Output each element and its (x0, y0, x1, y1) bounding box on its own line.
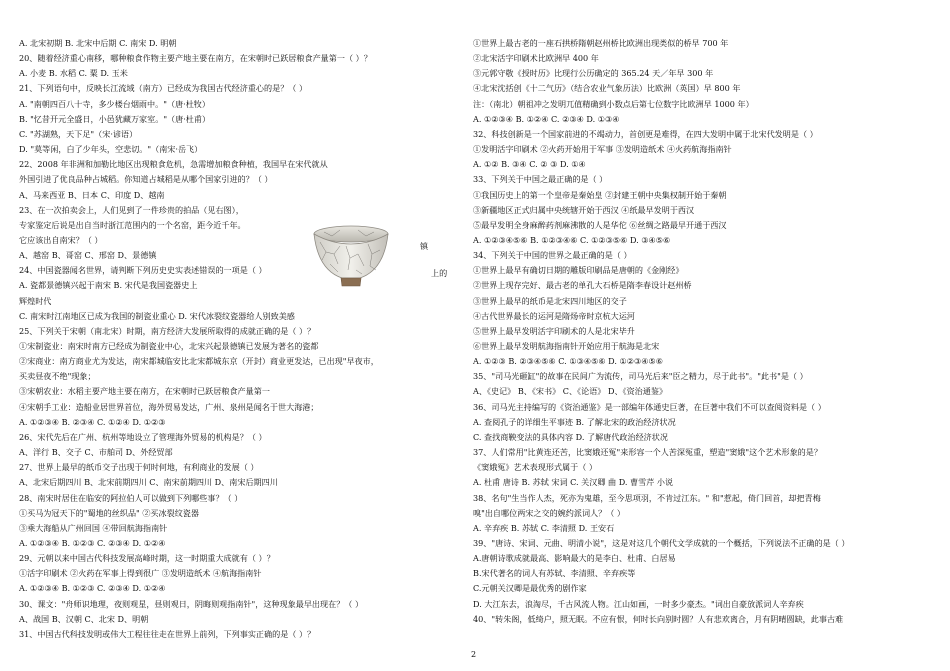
text-line: A. 小麦 B. 水稻 C. 粟 D. 玉米 (19, 68, 128, 79)
text-line: ③乘大海船从广州回国 ④带回航海指南针 (19, 522, 168, 533)
text-line: D. "莫等闲，白了少年头，空悲切。"（南宋·岳飞） (19, 144, 203, 155)
text-line: ②北宋活字印刷术比欧洲早 400 年 (473, 53, 599, 64)
text-line: A. ①②③④ B. ①②③ C. ②③④ D. ①②④ (19, 583, 166, 594)
text-line: 37、人们常用"比黄连还苦，比窦娥还冤"来形容一个人苦深冤重，塑造"窦娥"这个艺术形象的是？ (473, 447, 822, 458)
text-line: A. 查阅孔子的详细生平事迹 B. 了解北宋的政治经济状况 (473, 416, 676, 427)
text-line: A. ①②③④ B. ②③④ C. ①②④ D. ①②③ (19, 416, 166, 427)
text-line: 它应该出自南宋？（ ） (19, 234, 103, 245)
text-line: 专家鉴定后说是出自当时浙江范围内的一个名窑，距今近千年。 (19, 219, 246, 230)
text-line: C.元朝关汉卿是最优秀的剧作家 (473, 583, 587, 594)
text-line: ③宋朝农业：水稻主要产地主要在南方，在宋朝时已跃居粮食产量第一 (19, 386, 270, 397)
text-line: 25、下列关于宋朝（南北宋）时期，南方经济大发展所取得的成就正确的是（ ）？ (19, 325, 316, 336)
text-line: 24、中国瓷器闻名世界，请判断下列历史史实表述错误的一项是（ ） (19, 265, 267, 276)
text-line: A. "南朝四百八十寺，多少楼台烟雨中。"（唐·杜牧） (19, 98, 210, 109)
text-line: C. 南宋时江南地区已成为我国的制瓷业重心 D. 宋代冰裂纹瓷器给人别致美感 (19, 310, 295, 321)
text-line: A、越窑 B、哥窑 C、邢窑 D、景德镇 (19, 250, 157, 261)
text-line: A、《史记》 B、《宋书》 C、《论语》 D、《资治通鉴》 (473, 386, 668, 397)
text-line: A. 辛弃疾 B. 苏轼 C. 李清照 D. 王安石 (473, 522, 615, 533)
text-line: A、马来西亚 B、日本 C、印度 D、越南 (19, 189, 165, 200)
text-line: 38、名句"生当作人杰，死亦为鬼雄，至今思项羽，不肯过江东。" 和"惹起，倚门回首，却把青梅 (473, 492, 821, 503)
text-line: 26、宋代先后在广州、杭州等地设立了管理海外贸易的机构是？（ ） (19, 431, 267, 442)
text-line: ④古代世界最长的运河是隋炀帝时京杭大运河 (473, 310, 635, 321)
text-line: A. 北宋初期 B. 北宋中后期 C. 南宋 D. 明朝 (19, 38, 177, 48)
text-line: ⑥世界上最早发明航海指南针开始应用于航海是北宋 (473, 341, 660, 351)
text-line: ①世界上最早有确切日期的雕版印刷品是唐朝的《金刚经》 (473, 265, 684, 276)
text-line: ①买马为冠天下的"蜀地的丝织品" ②买冰裂纹瓷器 (19, 507, 199, 518)
text-line: 33、下列关于中国之最正确的是（ ） (473, 174, 608, 185)
text-line: 嗅"出自哪位两宋之交的婉约派词人？（ ） (473, 507, 625, 518)
text-line: 31、中国古代科技发明或伟大工程往往走在世界上前列，下列事实正确的是（ ）？ (19, 628, 316, 639)
text-line: ③新疆地区正式归属中央统辖开始于西汉 ④纸最早发明于西汉 (473, 204, 695, 215)
text-line: D. 大江东去，浪淘尽，千古风流人物。江山如画，一时多少豪杰。"词出自豪放派词人辛弃疾 (473, 598, 804, 609)
text-line: A. ①②③④ B. ①②④ C. ②③④ D. ①③④ (473, 113, 620, 124)
text-line: 39、"唐诗、宋词、元曲、明清小说"，这是对这几个朝代文学成就的一个概括，下列说法不正确的是（ ） (473, 537, 850, 548)
text-line: ⑤世界上最早发明活字印刷术的人是北宋毕升 (473, 325, 635, 336)
text-line: 30、课文："舟师识地理，夜则观星，昼则观日，阴晦则观指南针"，这种现象最早出现在？（ ） (19, 598, 364, 609)
text-line: 《窦娥冤》艺术表现形式属于（ ） (473, 462, 597, 473)
text-line: A. ①②③④⑤⑥ B. ①②③④⑥ C. ①②③⑤⑥ D. ③④⑤⑥ (473, 234, 671, 245)
text-line: 27、世界上最早的纸币交子出现于何时何地，有利商业的发展（ ） (19, 462, 259, 473)
wrapped-text-fragment: 上的 (431, 268, 448, 278)
text-line: ①发明活字印刷术 ②火药开始用于军事 ③发明造纸术 ④火药航海指南针 (473, 144, 732, 155)
page-number: 2 (471, 650, 477, 659)
crackle-bowl-image (312, 224, 390, 290)
text-line: B. "忆昔开元全盛日，小邑犹藏万家室。"（唐·杜甫） (19, 113, 211, 124)
text-line: B.宋代著名的词人有苏轼、李清照、辛弃疾等 (473, 568, 636, 579)
text-line: A. ①②③④ B. ①②③ C. ②③④ D. ①②④ (19, 537, 166, 548)
text-line: A. ①② B. ③④ C. ② ③ D. ①④ (473, 159, 586, 170)
text-line: C. 查找商鞅变法的具体内容 D. 了解唐代政治经济状况 (473, 431, 668, 442)
text-line: 辉煌时代 (19, 295, 52, 306)
text-line: A. 杜甫 唐诗 B. 苏轼 宋词 C. 关汉卿 曲 D. 曹雪芹 小说 (473, 477, 674, 488)
text-line: ④宋朝手工业：造船业居世界首位，海外贸易发达，广州、泉州是闻名于世大海港； (19, 401, 319, 412)
text-line: A、北宋后期四川 B、北宋前期四川 C、南宋前期四川 D、南宋后期四川 (19, 477, 278, 488)
text-line: C. "苏湖熟，天下足"（宋·谚语） (19, 128, 138, 139)
text-line: 35、"司马光砸缸"的故事在民间广为流传，司马光后来"臣之精力，尽于此书"。"此书"是（ ） (473, 371, 808, 382)
text-line: ③世界上最早的纸币是北宋四川地区的交子 (473, 295, 627, 306)
text-line: ②世界上现存完好、最古老的单孔大石桥是隋李春设计赵州桥 (473, 280, 692, 291)
text-line: ①世界上最古老的一座石拱桥隋朝赵州桥比欧洲出现类似的桥早 700 年 (473, 38, 729, 48)
text-line: ①活字印刷术 ②火药在军事上得到很广 ③发明造纸术 ④航海指南针 (19, 568, 262, 579)
text-line: ①我国历史上的第一个皇帝是秦始皇 ②封建王朝中央集权制开始于秦朝 (473, 189, 727, 200)
text-line: 注：（南北）朝祖冲之发明兀值精确到小数点后第七位数字比欧洲早 1000 年） (473, 98, 754, 109)
text-line: ③元郭守敬《授时历》比现行公历确定的 365.24 天／年早 300 年 (473, 68, 714, 79)
text-line: A.唐朝诗歌成就最高、影响最大的是李白、杜甫、白居易 (473, 553, 676, 564)
text-line: ①宋制瓷业：南宋时南方已经成为制瓷业中心，北宋兴起景德镇已发展为著名的瓷都 (19, 341, 319, 351)
text-line: 买卖昼夜不绝"现象； (19, 371, 96, 382)
text-line: 34、下列关于中国的世界之最正确的是（ ） (473, 250, 632, 261)
text-line: A. 瓷都景德镇兴起于南宋 B. 宋代是我国瓷器史上 (19, 280, 198, 291)
text-line: ⑤最早发明全身麻醉药剂麻沸散的人是华佗 ⑥丝绸之路最早开通于西汉 (473, 219, 727, 230)
text-line: 28、南宋时居住在临安的阿拉伯人可以做到下列哪些事？（ ） (19, 492, 243, 503)
text-line: 29、元朝以来中国古代科技发展高峰时期，这一时期重大成就有（ ）？ (19, 553, 275, 564)
text-line: 外国引进了优良品种占城稻。你知道占城稻是从哪个国家引进的？（ ） (19, 174, 273, 185)
text-line: 22、2008 年非洲和加勒比地区出现粮食危机，急需增加粮食种植，我国早在宋代就从 (19, 159, 328, 170)
text-line: 21、下列语句中，反映长江流域（南方）已经成为我国古代经济重心的是？（ ） (19, 83, 308, 94)
text-line: 23、在一次拍卖会上，人们见到了一件珍贵的拍品（见右图）， (19, 204, 244, 215)
text-line: 32、科技创新是一个国家前进的不竭动力，首创更是难得，在四大发明中属于北宋代发明是（ ） (473, 128, 818, 139)
text-line: 40、"转朱阁，低绮户，照无眠。不应有恨，何时长向别时圆？人有悲欢离合，月有阴晴圆缺，此事古难 (473, 613, 844, 624)
text-line: A. ①②③ B. ②③④⑤⑥ C. ①③④⑤⑥ D. ①②③④⑤⑥ (473, 356, 664, 367)
text-line: A、战国 B、汉朝 C、北宋 D、明朝 (19, 613, 149, 624)
text-line: 20、随着经济重心南移，哪种粮食作物主要产地主要在南方，在宋朝时已跃居粮食产量第一（ ）？ (19, 53, 372, 64)
text-line: ②宋商业：南方商业尤为发达，南宋都城临安比北宋都城东京（开封）商业更发达，已出现"早夜市， (19, 356, 379, 367)
wrapped-text-fragment: 镇 (420, 241, 429, 251)
text-line: A、洋行 B、交子 C、市舶司 D、外经贸部 (19, 447, 173, 458)
text-line: ④北宋沈括创《十二气历》（结合农业气象历法）比欧洲（英国）早 800 年 (473, 83, 741, 94)
text-line: 36、司马光主持编写的《资治通鉴》是一部编年体通史巨著，在巨著中我们不可以查阅资料是（ ） (473, 401, 826, 412)
